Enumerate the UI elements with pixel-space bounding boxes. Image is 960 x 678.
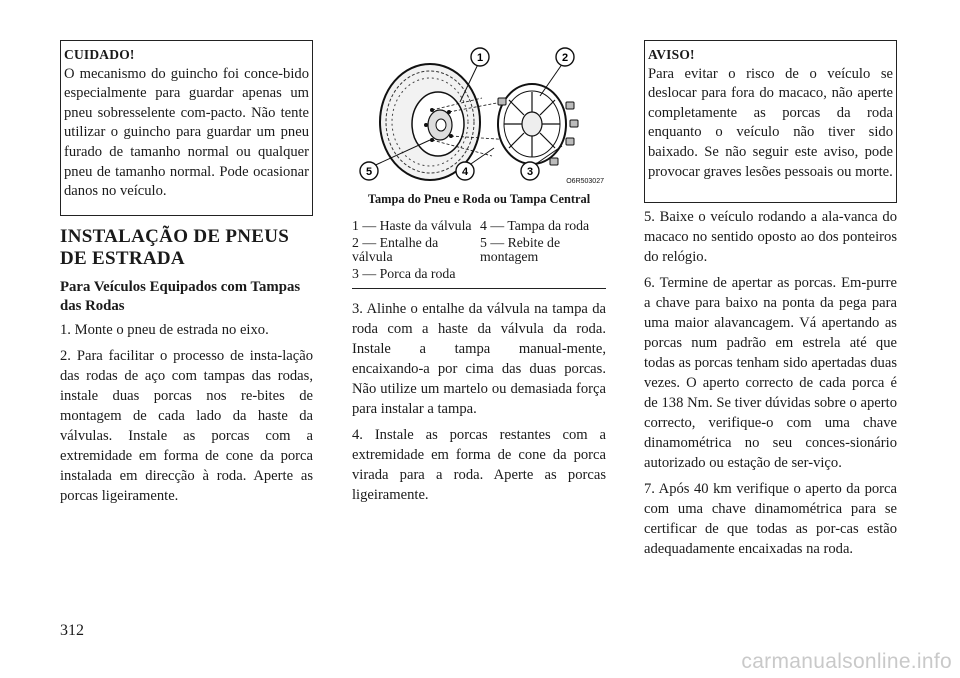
wheel-cover-illustration-part (498, 84, 566, 164)
step-3: 3. Alinhe o entalhe da válvula na tampa da roda com a haste da válvula da roda. Instale a tampa manual-mente, encaixando-a por cima das duas porcas. Não utilize um martelo ou demasiada força para instalar a tampa. (352, 301, 606, 417)
right-column (644, 40, 897, 565)
subsection-title: Para Veículos Equipados com Tampas das Rodas (60, 279, 301, 314)
step-5: 5. Baixe o veículo rodando a ala-vanca do macaco no sentido oposto ao dos ponteiros do relógio. (644, 209, 897, 265)
wheel-cover-illustration (352, 40, 606, 188)
caution-title: CUIDADO! (64, 47, 135, 62)
wheel-cover-diagram (352, 40, 606, 188)
legend-item: 5 — Rebite de montagem (480, 235, 561, 264)
page-number: 312 (60, 622, 84, 639)
callout-4: 4 (461, 166, 469, 178)
step-4: 4. Instale as porcas restantes com a extremidade em forma de cone da porca virada para a roda. Aperte as porcas ligeiramente. (352, 427, 606, 503)
warning-title: AVISO! (648, 47, 695, 62)
left-column (60, 40, 313, 512)
step-2: 2. Para facilitar o processo de insta-lação das rodas de aço com tampas das rodas, instale duas porcas nos re-bites de montagem de cada lado da haste da válvulas. Instale as porcas com a extremidade em forma de cone da porca instalada em direcção à roda. Aperte as porcas ligeiramente. (60, 348, 313, 504)
section-title: INSTALAÇÃO DE PNEUS DE ESTRADA (60, 226, 290, 269)
watermark: carmanualsonline.info (741, 650, 952, 673)
step-7: 7. Após 40 km verifique o aperto da porca com uma chave dinamométrica para se certificar de que todas as por-cas estão adequadamente encaixadas na roda. (644, 481, 897, 557)
figure-caption: Tampa do Pneu e Roda ou Tampa Central (367, 192, 591, 206)
legend-item: 4 — Tampa da roda (480, 218, 590, 233)
callout-5: 5 (365, 166, 373, 178)
callout-3: 3 (526, 166, 534, 178)
caution-box (60, 40, 313, 216)
legend-item: 3 — Porca da roda (352, 266, 456, 281)
warning-box (644, 40, 897, 203)
legend-item: 2 — Entalhe da válvula (352, 235, 439, 264)
step-6: 6. Termine de apertar as porcas. Em-purre a chave para baixo na ponta da pega para uma maior alavancagem. Vá apertando as porcas num padrão em estrela até que todas as porcas tenham sido apertadas duas vezes. O aperto correcto de cada porca é de 138 Nm. Se tiver dúvidas sobre o aperto correcto, verifique-o com uma chave dinamométrica no seu conces-sionário autorizado ou estação de ser-viço. (644, 275, 897, 471)
figure-code: O6R503027 (566, 178, 604, 185)
caution-text: O mecanismo do guincho foi conce-bido especialmente para guardar apenas um pneu sobresselente com-pacto. Não tente utilizar o guincho para guardar um pneu furado de tamanho normal ou qualquer pneu de tamanho normal. Pode ocasionar danos no veículo. (64, 65, 309, 200)
legend-item: 1 — Haste da válvula (352, 218, 472, 233)
callout-1: 1 (476, 52, 484, 64)
warning-text: Para evitar o risco de o veículo se deslocar para fora do macaco, não aperte completamente as porcas da roda enquanto o veículo não tiver sido baixado. Se não seguir este aviso, pode provocar graves lesões pessoais ou morte. (648, 65, 893, 180)
middle-column (352, 40, 606, 511)
step-1: 1. Monte o pneu de estrada no eixo. (60, 322, 269, 338)
callout-2: 2 (561, 52, 569, 64)
figure-legend (352, 219, 606, 289)
